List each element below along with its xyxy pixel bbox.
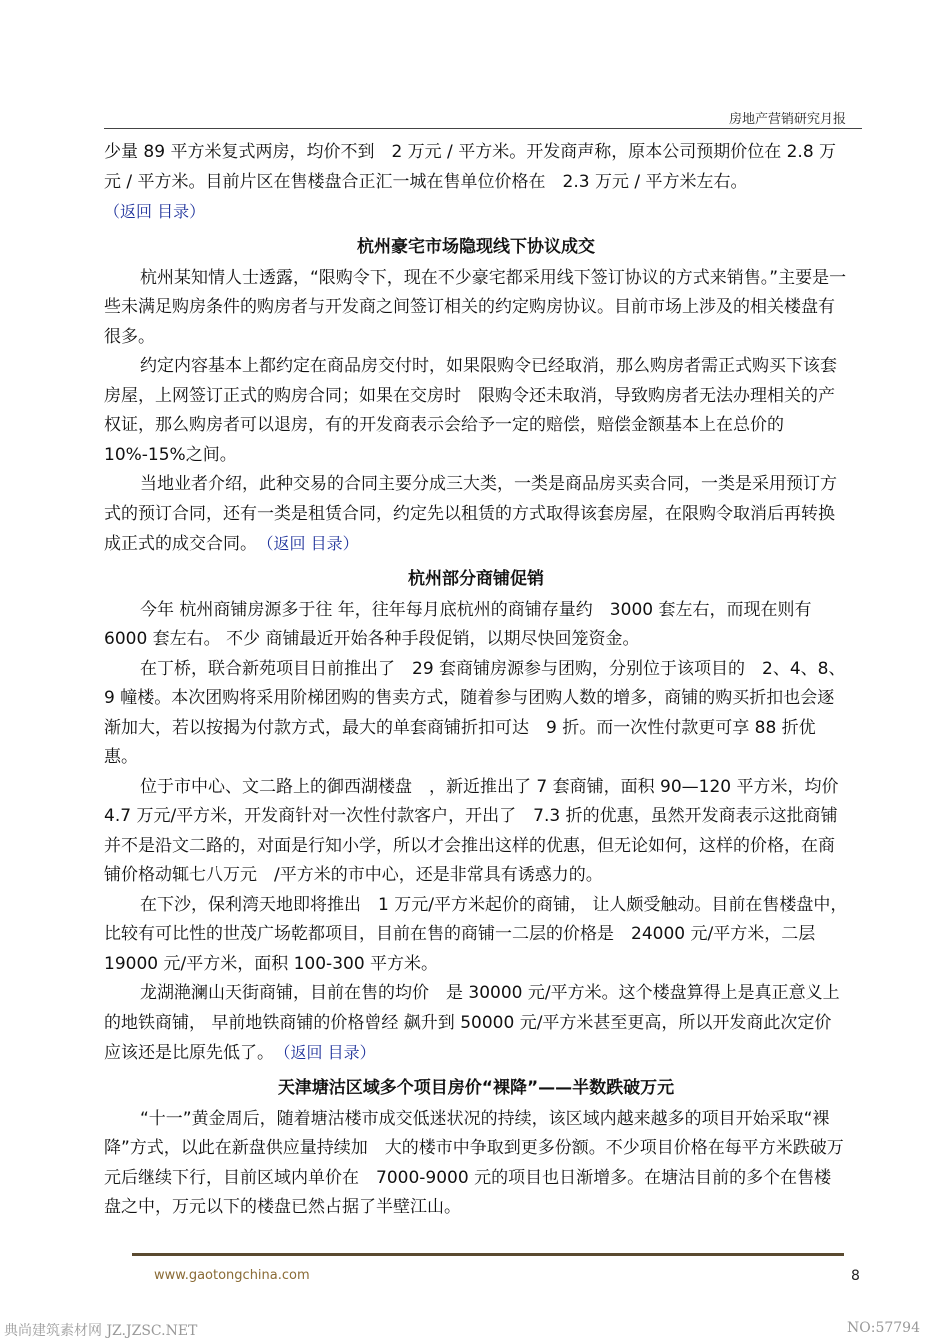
paragraph: 杭州某知情人士透露，“限购令下，现在不少豪宅都采用线下签订协议的方式来销售。”主要是一些未满足购房条件的购房者与开发商之间签订相关的约定购房协议。目前市场上涉及的相关楼盘有很多。 bbox=[104, 267, 847, 347]
paragraph: 在丁桥，联合新苑项目日前推出了 29 套商铺房源参与团购，分别位于该项目的 2、4、8、9 幢楼。本次团购将采用阶梯团购的售卖方式，随着参与团购人数的增多，商铺的购买折扣也会逐渐加大，若以按揭为付款方式，最大的单套商铺折扣可达 9 折。而一次性付款更可享 88 折优惠。 bbox=[104, 658, 846, 767]
footer-divider bbox=[132, 1253, 844, 1256]
back-to-toc-link[interactable]: （返回 目录） bbox=[104, 202, 206, 221]
back-to-toc-link[interactable]: （返回 目录） bbox=[282, 1043, 376, 1062]
paragraph: 龙湖滟澜山天街商铺，目前在售的均价 是 30000 元/平方米。这个楼盘算得上是真正意义上的地铁商铺， 早前地铁商铺的价格曾经 飙升到 50000 元/平方米甚至更高，所以开发商此次定价应该还是比原先低了。 （返回 目录） bbox=[104, 983, 840, 1063]
paragraph: 位于市中心、文二路上的御西湖楼盘 ，新近推出了 7 套商铺，面积 90—120 平方米，均价 4.7 万元/平方米，开发商针对一次性付款客户，开出了 7.3 折的优惠，虽然开发商表示这批商铺并不是沿文二路的，对面是行知小学，所以才会推出这样的优惠，但无论如何，这样的价格，在商铺价格动辄七八万元 /平方米的市中心，还是非常具有诱惑力的。 bbox=[104, 776, 839, 885]
header-divider bbox=[104, 128, 862, 129]
report-title: 房地产营销研究月报 bbox=[728, 112, 846, 127]
watermark-site: 典尚建筑素材网 JZ.JZSC.NET bbox=[4, 1323, 198, 1339]
section-title: 天津塘沽区域多个项目房价“裸降”——半数跌破万元 bbox=[277, 1077, 675, 1098]
footer-website-link[interactable]: www.gaotongchina.com bbox=[154, 1268, 310, 1283]
back-to-toc-link[interactable]: （返回 目录） bbox=[265, 534, 359, 553]
watermark-id: NO:57794 bbox=[847, 1320, 920, 1336]
paragraph: 约定内容基本上都约定在商品房交付时，如果限购令已经取消，那么购房者需正式购买下该套房屋，上网签订正式的购房合同；如果在交房时 限购令还未取消，导致购房者无法办理相关的产权证，那么购房者可以退房，有的开发商表示会给予一定的赔偿，赔偿金额基本上在总价的 10%-15%之间。 bbox=[104, 356, 837, 465]
section-title: 杭州部分商铺促销 bbox=[408, 568, 544, 589]
intro-paragraph: 少量 89 平方米复式两房，均价不到 2 万元 / 平方米。开发商声称，原本公司预期价位在 2.8 万元 / 平方米。目前片区在售楼盘合正汇一城在售单位价格在 2.3 万元 / 平方米左右。 bbox=[104, 142, 837, 192]
article-body bbox=[104, 138, 848, 1223]
paragraph: 在下沙，保利湾天地即将推出 1 万元/平方米起价的商铺， 让人颇受触动。目前在售楼盘中，比较有可比性的世茂广场乾都项目，目前在售的商铺一二层的价格是 24000 元/平方米，二层 19000 元/平方米，面积 100-300 平方米。 bbox=[104, 894, 848, 974]
page-number: 8 bbox=[851, 1268, 860, 1284]
paragraph: 当地业者介绍，此种交易的合同主要分成三大类，一类是商品房买卖合同，一类是采用预订方式的预订合同，还有一类是租赁合同，约定先以租赁的方式取得该套房屋，在限购令取消后再转换成正式的成交合同。 （返回 目录） bbox=[104, 474, 837, 554]
paragraph: “十一”黄金周后，随着塘沽楼市成交低迷状况的持续，该区域内越来越多的项目开始采取“裸降”方式，以此在新盘供应量持续加 大的楼市中争取到更多份额。不少项目价格在每平方米跌破万元后继续下行，目前区域内单价在 7000-9000 元的项目也日渐增多。在塘沽目前的多个在售楼盘之中，万元以下的楼盘已然占据了半壁江山。 bbox=[104, 1108, 844, 1217]
paragraph: 今年 杭州商铺房源多于往 年，往年每月底杭州的商铺存量约 3000 套左右，而现在则有 6000 套左右。 不少 商铺最近开始各种手段促销，以期尽快回笼资金。 bbox=[104, 599, 812, 649]
section-title: 杭州豪宅市场隐现线下协议成交 bbox=[357, 236, 595, 257]
intro-back-link-line bbox=[104, 197, 848, 228]
